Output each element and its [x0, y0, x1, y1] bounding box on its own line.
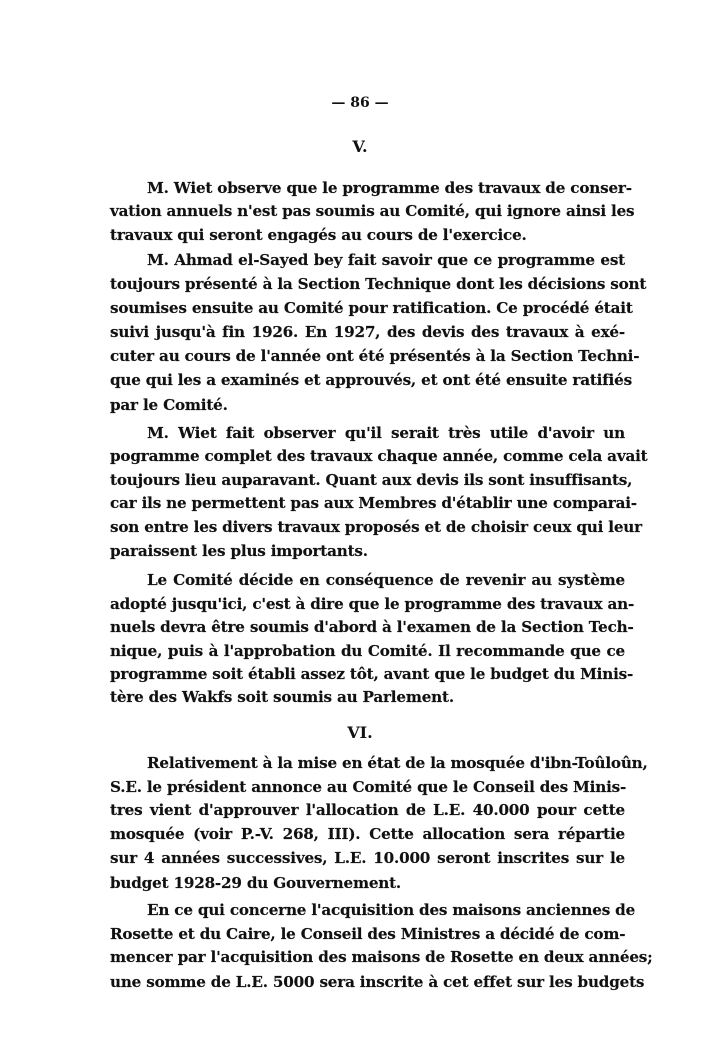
text-line: que qui les a examinés et approuvés, et ont été ensuite ratifiés [110, 371, 632, 389]
text-line: soumises ensuite au Comité pour ratification. Ce procédé était [110, 299, 633, 317]
text-line: tres vient d'approuver l'allocation de L.E. 40.000 pour cette [110, 801, 625, 819]
text-line: travaux qui seront engagés au cours de l'exercice. [110, 226, 527, 244]
text-line: pogramme complet des travaux chaque année, comme cela avait [110, 447, 648, 465]
text-line: M. Wiet observe que le programme des travaux de conser- [147, 179, 632, 197]
text-line: toujours lieu auparavant. Quant aux devis ils sont insuffisants, [110, 471, 633, 489]
text-line: nuels devra être soumis d'abord à l'examen de la Section Tech- [110, 618, 634, 636]
text-line: mosquée (voir P.-V. 268, III). Cette allocation sera répartie [110, 825, 625, 843]
text-line: programme soit établi assez tôt, avant que le budget du Minis- [110, 665, 634, 683]
section-heading: VI. [347, 723, 373, 742]
text-line: sur 4 années successives, L.E. 10.000 seront inscrites sur le [110, 849, 625, 867]
text-line: S.E. le président annonce au Comité que le Conseil des Minis- [110, 778, 627, 796]
text-line: M. Wiet fait observer qu'il serait très utile d'avoir un [147, 424, 625, 442]
text-line: tère des Wakfs soit soumis au Parlement. [110, 688, 454, 706]
text-line: Le Comité décide en conséquence de revenir au système [147, 571, 625, 589]
text-line: toujours présenté à la Section Technique dont les décisions sont [110, 275, 647, 293]
text-line: M. Ahmad el-Sayed bey fait savoir que ce programme est [147, 251, 625, 269]
page-number: — 86 — [331, 95, 389, 111]
text-line: une somme de L.E. 5000 sera inscrite à cet effet sur les budgets [110, 973, 645, 991]
text-line: par le Comité. [110, 396, 228, 414]
text-line: son entre les divers travaux proposés et de choisir ceux qui leur [110, 518, 642, 536]
text-line: budget 1928-29 du Gouvernement. [110, 874, 402, 892]
text-line: car ils ne permettent pas aux Membres d'établir une comparai- [110, 494, 637, 512]
text-line: adopté jusqu'ici, c'est à dire que le programme des travaux an- [110, 595, 635, 613]
text-line: paraissent les plus importants. [110, 542, 368, 560]
text-line: vation annuels n'est pas soumis au Comité, qui ignore ainsi les [110, 202, 635, 220]
text-line: suivi jusqu'à fin 1926. En 1927, des devis des travaux à exé- [110, 323, 625, 341]
text-line: Rosette et du Caire, le Conseil des Ministres a décidé de com- [110, 925, 626, 943]
text-line: Relativement à la mise en état de la mosquée d'ibn-Toûloûn, [147, 754, 648, 772]
text-line: mencer par l'acquisition des maisons de Rosette en deux années; [110, 948, 653, 966]
text-line: En ce qui concerne l'acquisition des maisons anciennes de [147, 901, 636, 919]
text-line: nique, puis à l'approbation du Comité. Il recommande que ce [110, 642, 625, 660]
text-line: cuter au cours de l'année ont été présentés à la Section Techni- [110, 347, 640, 365]
section-heading: V. [352, 137, 368, 156]
